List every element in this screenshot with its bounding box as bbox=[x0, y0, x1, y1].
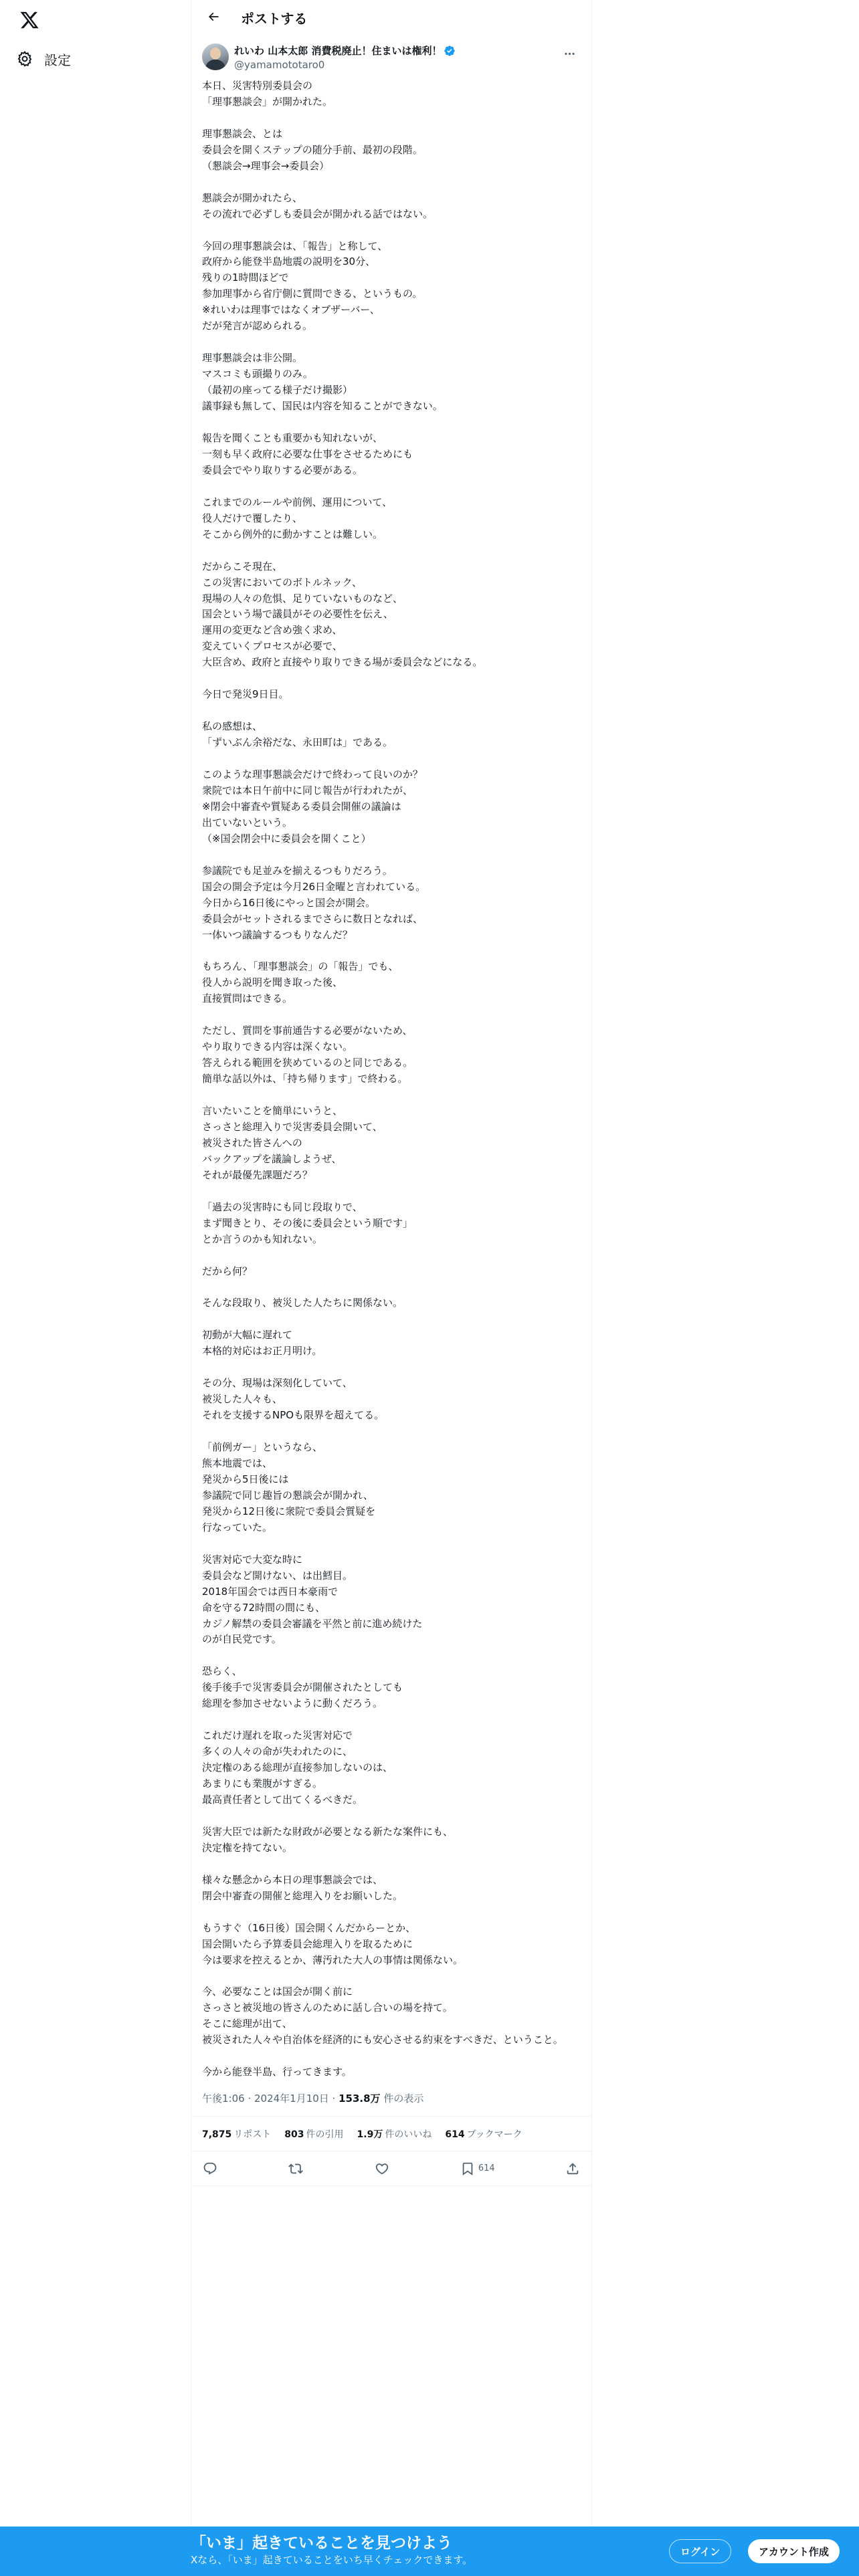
more-dots-icon bbox=[563, 47, 576, 63]
likes-label: 件のいいね bbox=[385, 2129, 432, 2140]
main-column bbox=[191, 0, 592, 2576]
page-title: ポストする bbox=[241, 11, 308, 27]
name-line bbox=[234, 43, 456, 58]
likes-count: 1.9万 bbox=[357, 2129, 383, 2140]
reply-icon bbox=[202, 2161, 218, 2177]
back-button[interactable] bbox=[202, 7, 225, 29]
reply-button[interactable] bbox=[202, 2161, 218, 2177]
arrow-left-icon bbox=[207, 10, 220, 26]
repost-icon bbox=[288, 2161, 304, 2177]
bookmarks-label: ブックマーク bbox=[466, 2129, 522, 2140]
signup-button[interactable]: アカウント作成 bbox=[748, 2539, 840, 2563]
bookmark-icon bbox=[460, 2161, 476, 2177]
tweet-actions bbox=[191, 2151, 591, 2186]
tweet-body bbox=[191, 78, 591, 2080]
verified-badge-icon bbox=[444, 45, 456, 57]
bookmark-count: 614 bbox=[478, 2163, 495, 2174]
quotes-stat[interactable] bbox=[284, 2127, 343, 2141]
tweet-author bbox=[191, 35, 591, 78]
reposts-count: 7,875 bbox=[202, 2129, 232, 2140]
quotes-count: 803 bbox=[284, 2129, 304, 2140]
like-button[interactable] bbox=[374, 2161, 390, 2177]
quotes-label: 件の引用 bbox=[306, 2129, 344, 2140]
avatar[interactable] bbox=[202, 43, 229, 70]
x-logo-icon[interactable] bbox=[16, 7, 43, 33]
views-count: 153.8万 bbox=[339, 2092, 381, 2105]
sidebar bbox=[0, 0, 191, 2576]
login-button[interactable]: ログイン bbox=[669, 2539, 731, 2563]
bookmarks-count: 614 bbox=[445, 2129, 465, 2140]
signup-banner bbox=[0, 2527, 859, 2576]
sidebar-item-label: 設定 bbox=[44, 51, 71, 68]
author-display-name[interactable]: れいわ 山本太郎 消費税廃止！住まいは権利！ bbox=[234, 45, 442, 57]
reposts-label: リポスト bbox=[233, 2129, 272, 2140]
author-handle[interactable]: @yamamototaro0 bbox=[234, 59, 325, 71]
reposts-stat[interactable] bbox=[202, 2127, 271, 2141]
share-icon bbox=[565, 2161, 581, 2177]
page-header bbox=[191, 0, 591, 35]
author-info bbox=[234, 43, 456, 71]
banner-title: 「いま」起きていることを見つけよう bbox=[191, 2535, 452, 2552]
banner-subtitle: Xなら、「いま」起きていることをいち早くチェックできます。 bbox=[191, 2554, 473, 2566]
likes-stat[interactable] bbox=[357, 2127, 432, 2141]
bookmark-button[interactable] bbox=[460, 2161, 495, 2177]
gear-icon bbox=[16, 50, 33, 68]
engagement-stats bbox=[191, 2117, 591, 2151]
more-options-button[interactable] bbox=[558, 43, 581, 66]
banner-text bbox=[191, 2533, 472, 2567]
sidebar-item-settings[interactable] bbox=[8, 44, 79, 74]
tweet-text: 本日、災害特別委員会の 「理事懇談会」が開かれた。 理事懇談会、とは 委員会を開くステップの随分手前、最初の段階。 （懇談会→理事会→委員会） 懇談会が開かれたら、 その流れで必ずしも委員会が開かれる話ではない。 今回の理事懇談会は、「報告」と称して、 政府から能登半島地震の説明を30分、 残りの1時間ほどで 参加理事から省庁側に質問できる、というもの。 ※れいわは理事ではなくオブザーバー、 だが発言が認められる。 理事懇談会は非公開。 マスコミも頭撮りのみ。 （最初の座ってる様子だけ撮影） 議事録も無して、国民は内容を知ることができない。 報告を聞くことも重要かも知れないが、 一刻も早く政府に必要な仕事をさせるためにも 委員会でやり取りする必要がある。 これまでのルールや前例、運用について、 役人だけで覆したり、 そこから例外的に動かすことは難しい。 だからこそ現在、 この災害においてのボトルネック、 現場の人々の危惧、足りていないものなど、 国会という場で議員がその必要性を伝え、 運用の変更など含め強く求め、 変えていくプロセスが必要で、 大臣含め、政府と直接やり取りできる場が委員会などになる。 今日で発災9日目。 私の感想は、 「ずいぶん余裕だな、永田町は」である。 このような理事懇談会だけで終わって良いのか？ 衆院では本日午前中に同じ報告が行われたが、 ※閉会中審査や質疑ある委員会開催の議論は 出ていないという。 （※国会閉会中に委員会を開くこと） 参議院でも足並みを揃えるつもりだろう。 国会の開会予定は今月26日金曜と言われている。 今日から16日後にやっと国会が開会。 委員会がセットされるまでさらに数日となれば、 一体いつ議論するつもりなんだ？ もちろん、「理事懇談会」の「報告」でも、 役人から説明を聞き取った後、 直接質問はできる。 ただし、質問を事前通告する必要がないため、 やり取りできる内容は深くない。 答えられる範囲を狭めているのと同じである。 簡単な話以外は、「持ち帰ります」で終わる。 言いたいことを簡単にいうと、 さっさと総理入りで災害委員会開いて、 被災された皆さんへの バックアップを議論しようぜ、 それが最優先課題だろ？ 「過去の災害時にも同じ段取りで、 まず聞きとり、その後に委員会という順です」 とか言うのかも知れない。 だから何？ そんな段取り、被災した人たちに関係ない。 初動が大幅に遅れて 本格的対応はお正月明け。 その分、現場は深刻化していて、 被災した人々も、 それを支援するNPOも限界を超えてる。 「前例ガー」というなら、 熊本地震では、 発災から5日後には 参議院で同じ趣旨の懇談会が開かれ、 発災から12日後に衆院で委員会質疑を 行なっていた。 災害対応で大変な時に 委員会など開けない、は出鱈目。 2018年国会では西日本豪雨で 命を守る72時間の間にも、 カジノ解禁の委員会審議を平然と前に進め続けた のが自民党です。 恐らく、 後手後手で災害委員会が開催されたとしても 総理を参加させないように動くだろう。 これだけ遅れを取った災害対応で 多くの人々の命が失われたのに、 決定権のある総理が直接参加しないのは、 あまりにも業腹がすぎる。 最高責任者として出てくるべきだ。 災害大臣では新たな財政が必要となる新たな案件にも、 決定権を持てない。 様々な懸念から本日の理事懇談会では、 閉会中審査の開催と総理入りをお願いした。 もうすぐ（16日後）国会開くんだからーとか、 国会開いたら予算委員会総理入りを取るために 今は要求を控えるとか、薄汚れた大人の事情は関係ない。 今、必要なことは国会が開く前に さっさと被災地の皆さんのために話し合いの場を持て。 そこに総理が出て、 被災された人々や自治体を経済的にも安心させる約束をすべきだ、ということ。 今から能登半島、行ってきます。 bbox=[202, 80, 563, 2078]
bookmarks-stat[interactable] bbox=[445, 2127, 522, 2141]
repost-button[interactable] bbox=[288, 2161, 304, 2177]
heart-icon bbox=[374, 2161, 390, 2177]
tweet-meta bbox=[191, 2080, 591, 2117]
views-label: 件の表示 bbox=[380, 2092, 424, 2105]
tweet-timestamp[interactable]: 午後1:06 · 2024年1月10日 · bbox=[202, 2092, 339, 2105]
share-button[interactable] bbox=[565, 2161, 581, 2177]
